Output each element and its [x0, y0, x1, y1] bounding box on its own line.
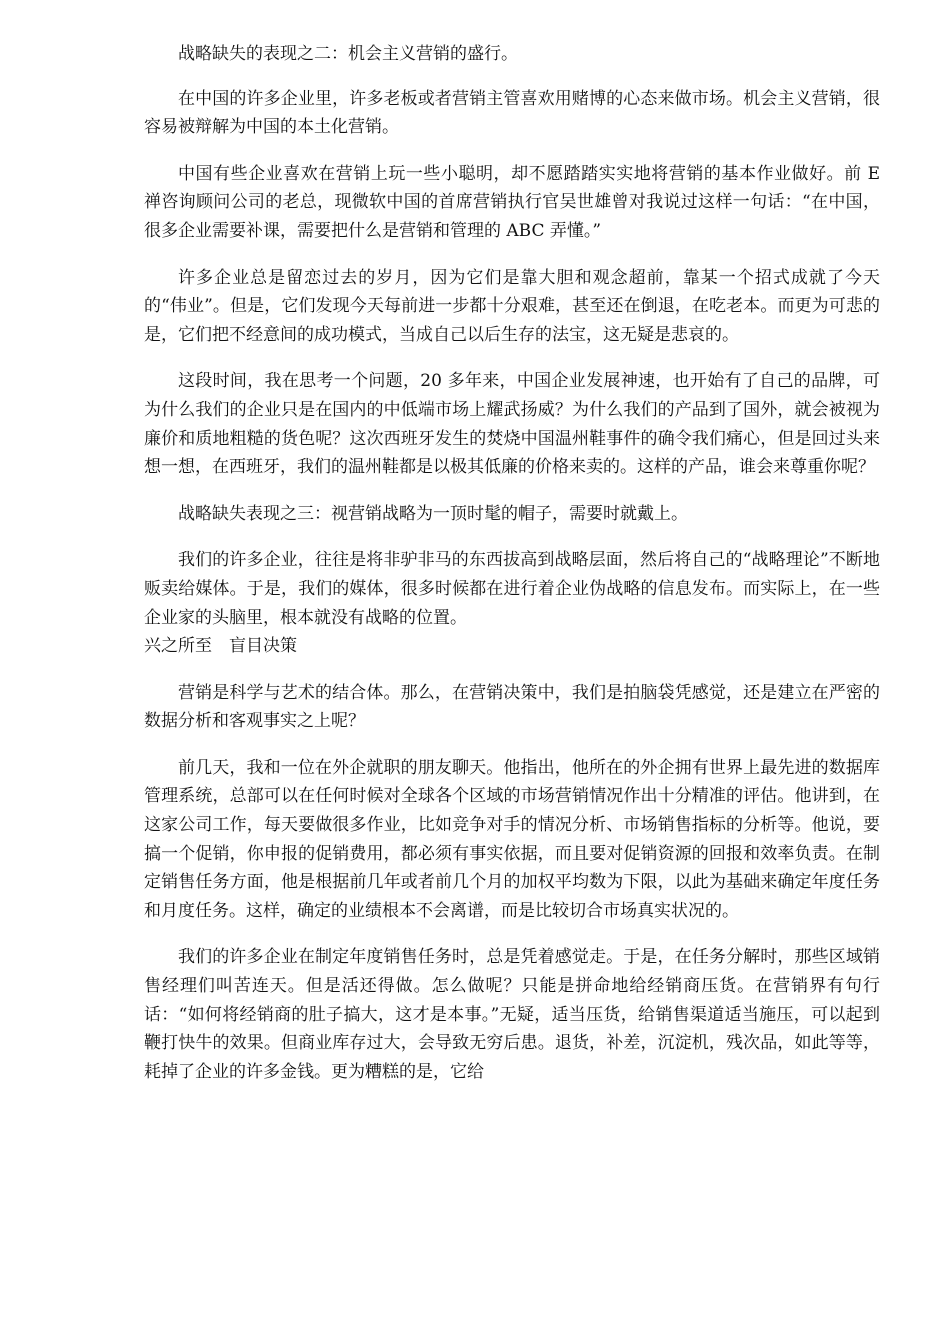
paragraph: 中国有些企业喜欢在营销上玩一些小聪明，却不愿踏踏实实地将营销的基本作业做好。前 E 禅咨询顾问公司的老总，现微软中国的首席营销执行官吴世雄曾对我说过这样一句话：“在中国，很多企业需要补课，需要把什么是营销和管理的 ABC 弄懂。” — [144, 163, 880, 241]
paragraph: 这段时间，我在思考一个问题，20 多年来，中国企业发展神速，也开始有了自己的品牌，可为什么我们的企业只是在国内的中低端市场上耀武扬威？为什么我们的产品到了国外，就会被视为廉价和质地粗糙的货色呢？这次西班牙发生的焚烧中国温州鞋事件的确令我们痛心，但是回过头来想一想，在西班牙，我们的温州鞋都是以极其低廉的价格来卖的。这样的产品，谁会来尊重你呢？ — [144, 371, 880, 478]
paragraph: 我们的许多企业，往往是将非驴非马的东西拔高到战略层面，然后将自己的“战略理论”不断地贩卖给媒体。于是，我们的媒体，很多时候都在进行着企业伪战略的信息发布。而实际上，在一些企业家的头脑里，根本就没有战略的位置。 — [144, 550, 880, 628]
paragraph: 战略缺失的表现之二：机会主义营销的盛行。 — [178, 44, 518, 64]
paragraph: 战略缺失表现之三：视营销战略为一顶时髦的帽子，需要时就戴上。 — [178, 503, 688, 524]
paragraph: 我们的许多企业在制定年度销售任务时，总是凭着感觉走。于是，在任务分解时，那些区域销售经理们叫苦连天。但是活还得做。怎么做呢？只能是拼命地给经销商压货。在营销界有句行话：“如何将经销商的肚子搞大，这才是本事。”无疑，适当压货，给销售渠道适当施压，可以起到鞭打快牛的效果。但商业库存过大，会导致无穷后患。退货，补差，沉淀机，残次品，如此等等，耗掉了企业的许多金钱。更为糟糕的是，它给 — [144, 947, 880, 1082]
paragraph: 营销是科学与艺术的结合体。那么，在营销决策中，我们是拍脑袋凭感觉，还是建立在严密的数据分析和客观事实之上呢？ — [144, 682, 880, 732]
section-heading: 兴之所至 盲目决策 — [144, 636, 297, 657]
paragraph: 前几天，我和一位在外企就职的朋友聊天。他指出，他所在的外企拥有世界上最先进的数据库管理系统，总部可以在任何时候对全球各个区域的市场营销情况作出十分精准的评估。他讲到，在这家公司工作，每天要做很多作业，比如竞争对手的情况分析、市场销售指标的分析等。他说，要搞一个促销，你申报的促销费用，都必须有事实依据，而且要对促销资源的回报和效率负责。在制定销售任务方面，他是根据前几年或者前几个月的加权平均数为下限，以此为基础来确定年度任务和月度任务。这样，确定的业绩根本不会离谱，而是比较切合市场真实状况的。 — [144, 757, 880, 921]
paragraph: 许多企业总是留恋过去的岁月，因为它们是靠大胆和观念超前，靠某一个招式成就了今天的“伟业”。但是，它们发现今天每前进一步都十分艰难，甚至还在倒退，在吃老本。而更为可悲的是，它们把不经意间的成功模式，当成自己以后生存的法宝，这无疑是悲哀的。 — [144, 267, 880, 345]
document-page — [144, 40, 880, 1104]
paragraph: 在中国的许多企业里，许多老板或者营销主管喜欢用赌博的心态来做市场。机会主义营销，很容易被辩解为中国的本土化营销。 — [144, 88, 880, 138]
